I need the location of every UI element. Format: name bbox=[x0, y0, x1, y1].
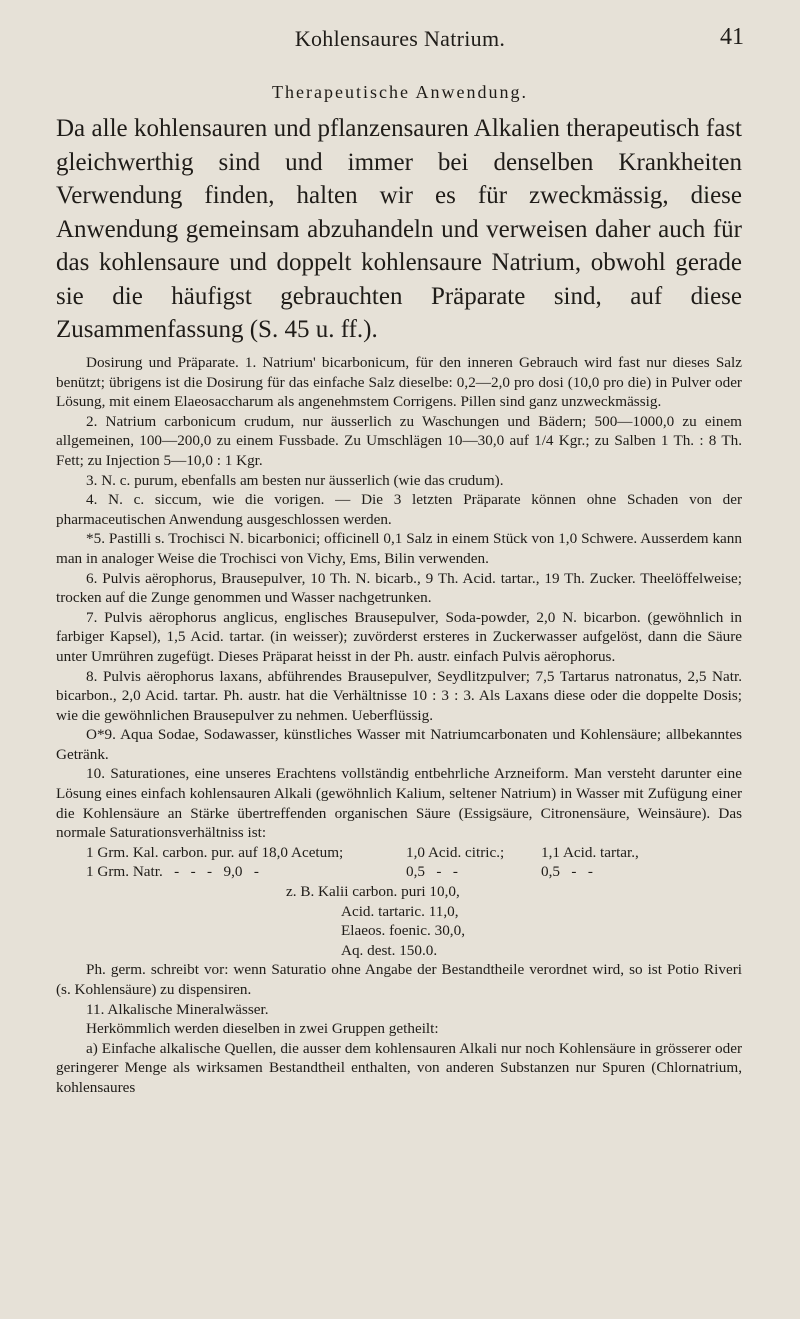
page-number: 41 bbox=[720, 24, 744, 50]
ratio-cell: 0,5 - - bbox=[541, 863, 593, 881]
dosage-section bbox=[56, 353, 742, 1098]
section-heading: Therapeutische Anwendung. bbox=[272, 82, 528, 102]
ratio-cell: 1 Grm. Natr. - - - 9,0 - bbox=[86, 863, 259, 881]
paragraph-dosirung: Dosirung und Präparate. 1. Natrium' bicarbonicum, für den inneren Gebrauch wird fast nur dieses Salz benützt; übrigens ist die Dosirung für das einfache Salz dieselbe: 0,2—2,0 pro dosi (10,0 pro die) in Pulver oder Lösung, mit einem Elaeosaccharum als angenehmstem Corrigens. Pillen sind ganz unzweckmässig. bbox=[56, 354, 742, 411]
paragraph-item-9: O*9. Aqua Sodae, Sodawasser, künstliches Wasser mit Natriumcarbonaten und Kohlensäure; allbekanntes Getränk. bbox=[56, 726, 742, 763]
example-line: Elaeos. foenic. 30,0, bbox=[341, 922, 465, 940]
saturation-ratio-table bbox=[56, 843, 742, 882]
paragraph-item-3: 3. N. c. purum, ebenfalls am besten nur äusserlich (wie das crudum). bbox=[86, 471, 504, 489]
intro-paragraph: Da alle kohlensauren und pflanzensauren Alkalien therapeutisch fast gleichwerthig sind und immer bei denselben Krankheiten Verwendung finden, halten wir es für zweckmässig, diese Anwendung gemeinsam abzuhandeln und verweisen daher auch für das kohlensaure und doppelt kohlensaure Natrium, obwohl gerade sie die häufigst gebrauchten Präparate sind, auf diese Zusammenfassung (S. 45 u. ff.). bbox=[56, 115, 742, 343]
page-header bbox=[56, 26, 744, 56]
ratio-cell: 0,5 - - bbox=[406, 863, 458, 881]
example-line: z. B. Kalii carbon. puri 10,0, bbox=[286, 883, 460, 901]
paragraph-item-11: 11. Alkalische Mineralwässer. bbox=[86, 1000, 269, 1018]
example-line: Acid. tartaric. 11,0, bbox=[341, 902, 459, 920]
paragraph-item-10: 10. Saturationes, eine unseres Erachtens vollständig entbehrliche Arzneiform. Man versteht darunter eine Lösung eines einfach kohlensauren Alkali (gewöhnlich Kalium, seltener Natrium) in Wasser mit Zufügung einer die Kohlensäure an Stärke übertreffenden organischen Säure (Essigsäure, Citronensäure, Weinsäure). Das normale Saturationsverhältniss ist: bbox=[56, 765, 742, 842]
ratio-cell: 1 Grm. Kal. carbon. pur. auf 18,0 Acetum; bbox=[86, 843, 344, 861]
paragraph-ph-germ: Ph. germ. schreibt vor: wenn Saturatio ohne Angabe der Bestandtheile verordnet wird, so ist Potio Riveri (s. Kohlensäure) zu dispensiren. bbox=[56, 961, 742, 998]
paragraph-item-8: 8. Pulvis aërophorus laxans, abführendes Brausepulver, Seydlitzpulver; 7,5 Tartarus natronatus, 2,5 Natr. bicarbon., 2,0 Acid. tartar. Ph. austr. hat die Verhältnisse 10 : 3 : 3. Als Laxans diese oder die doppelte Dosis; wie die gewöhnlichen Brausepulver zu nehmen. Ueberflüssig. bbox=[56, 667, 742, 724]
paragraph-item-4: 4. N. c. siccum, wie die vorigen. — Die 3 letzten Präparate können ohne Schaden von der pharmaceutischen Anwendung ausgeschlossen werden. bbox=[56, 491, 742, 528]
paragraph-item-7: 7. Pulvis aërophorus anglicus, englisches Brausepulver, Soda-powder, 2,0 N. bicarbon. (gewöhnlich in farbiger Kapsel), 1,5 Acid. tartar. (in weisser); zuvörderst ersteres in Zuckerwasser aufgelöst, dann die Säure unter Umrühren zugefügt. Dieses Präparat heisst in der Ph. austr. einfach Pulvis aërophorus. bbox=[56, 608, 742, 665]
ratio-cell: 1,1 Acid. tartar., bbox=[541, 843, 639, 861]
paragraph-item-2: 2. Natrium carbonicum crudum, nur äusserlich zu Waschungen und Bädern; 500—1000,0 zu einem allgemeinen, 100—200,0 zu einem Fussbade. Zu Umschlägen 10—30,0 auf 1/4 Kgr.; zu Salben 1 Th. : 8 Th. Fett; zu Injection 5—10,0 : 1 Kgr. bbox=[56, 412, 742, 469]
paragraph-item-5: *5. Pastilli s. Trochisci N. bicarbonici; officinell 0,1 Salz in einem Stück von 1,0 Schwere. Ausserdem kann man in analoger Weise die Trochisci von Vichy, Ems, Bilin verwenden. bbox=[56, 530, 742, 567]
paragraph-item-6: 6. Pulvis aërophorus, Brausepulver, 10 Th. N. bicarb., 9 Th. Acid. tartar., 19 Th. Zucker. Theelöffelweise; trocken auf die Zunge genommen und Wasser nachgetrunken. bbox=[56, 569, 742, 607]
running-title: Kohlensaures Natrium. bbox=[294, 26, 506, 51]
ratio-row bbox=[56, 843, 742, 863]
ratio-cell: 1,0 Acid. citric.; bbox=[406, 843, 505, 861]
saturation-example bbox=[56, 882, 742, 960]
paragraph-group-a: a) Einfache alkalische Quellen, die ausser dem kohlensauren Alkali nur noch Kohlensäure in grösserer oder geringerer Menge als wirksamen Bestandtheil enthalten, von anderen Substanzen nur Spuren (Chlornatrium, kohlensaures bbox=[56, 1039, 742, 1096]
paragraph-groups: Herkömmlich werden dieselben in zwei Gruppen getheilt: bbox=[86, 1020, 439, 1038]
example-line: Aq. dest. 150.0. bbox=[341, 941, 438, 959]
ratio-row bbox=[56, 862, 742, 882]
